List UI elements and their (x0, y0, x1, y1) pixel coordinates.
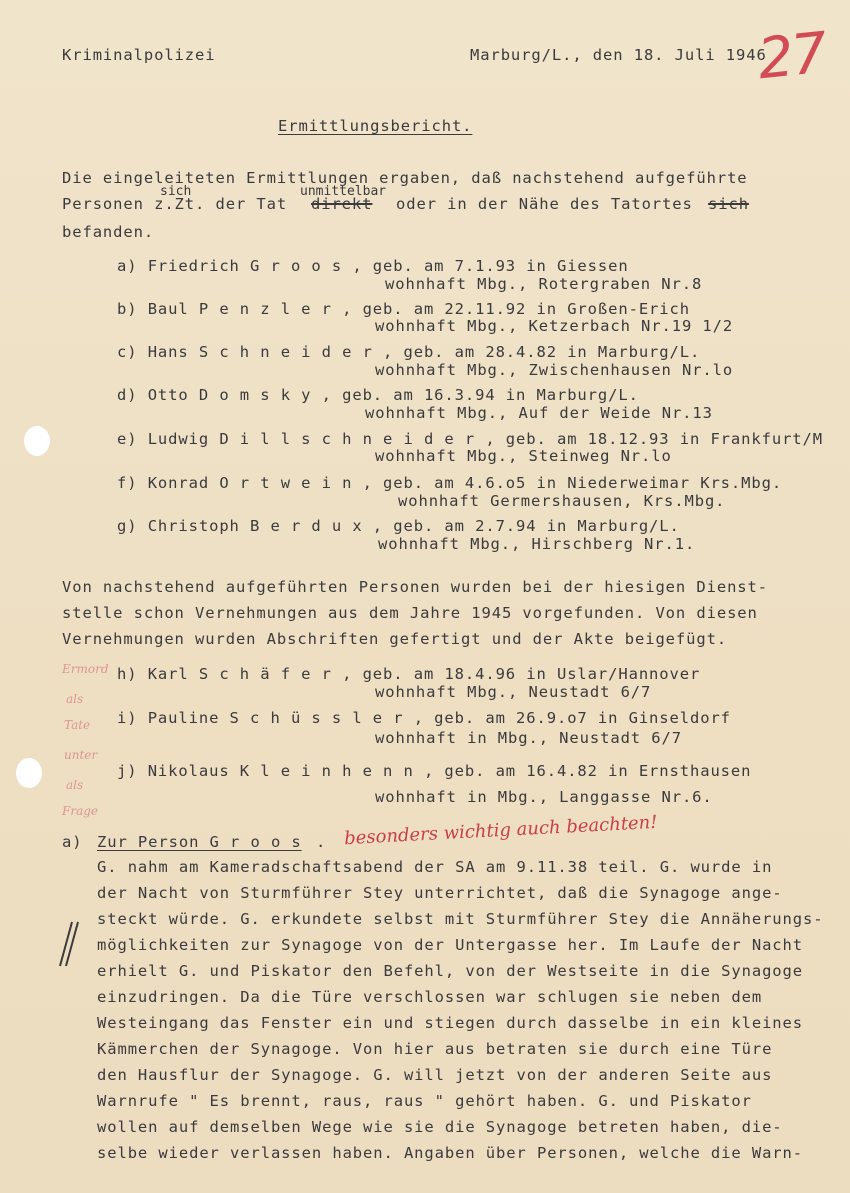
intro-line-2-mid: oder in der Nähe des Tatortes (396, 195, 693, 213)
section-a-text-line: einzudringen. Da die Türe verschlossen war schlugen sie neben dem (97, 988, 763, 1006)
page-title: Ermittlungsbericht. (278, 117, 473, 135)
margin-note: Frage (62, 804, 98, 818)
intro-line-3: befanden. (62, 223, 155, 241)
person-b-line-2: wohnhaft Mbg., Ketzerbach Nr.19 1/2 (375, 317, 734, 335)
person-b-line-1: b) Baul P e n z l e r , geb. am 22.11.92 in Großen-Erich (117, 300, 690, 318)
person-d-line-1: d) Otto D o m s k y , geb. am 16.3.94 in Marburg/L. (117, 386, 639, 404)
person-h-line-2: wohnhaft Mbg., Neustadt 6/7 (375, 683, 652, 701)
person-j-line-1: j) Nikolaus K l e i n h e n n , geb. am 16.4.82 in Ernsthausen (117, 762, 752, 780)
intro-line-1: Die eingeleiteten Ermittlungen ergaben, daß nachstehend aufgeführte (62, 169, 748, 187)
person-c-line-2: wohnhaft Mbg., Zwischenhausen Nr.lo (375, 361, 734, 379)
section2-line-3: Vernehmungen wurden Abschriften gefertigt und der Akte beigefügt. (62, 630, 728, 648)
person-f-line-2: wohnhaft Germershausen, Krs.Mbg. (398, 492, 726, 510)
section-a-text-line: G. nahm am Kameradschaftsabend der SA am 9.11.38 teil. G. wurde in (97, 858, 773, 876)
margin-note: als (66, 778, 84, 792)
margin-note: als (66, 692, 84, 706)
section-a-prefix: a) (62, 833, 83, 851)
person-i-line-2: wohnhaft in Mbg., Neustadt 6/7 (375, 729, 682, 747)
section-a-heading: Zur Person G r o o s (97, 833, 302, 851)
punch-hole (16, 758, 42, 788)
place-date: Marburg/L., den 18. Juli 1946 (470, 46, 767, 64)
struck-word: direkt (311, 195, 373, 213)
intro-line-2-start: Personen z.Zt. der Tat (62, 195, 288, 213)
section-a-heading-dot: . (316, 833, 327, 851)
section2-line-2: stelle schon Vernehmungen aus dem Jahre 1945 vorgefunden. Von diesen (62, 604, 758, 622)
person-i-line-1: i) Pauline S c h ü s s l e r , geb. am 26.9.o7 in Ginseldorf (117, 709, 731, 727)
margin-note: Ermord (62, 662, 109, 676)
section-a-text-line: der Nacht von Sturmführer Stey unterrichtet, daß die Synagoge ange- (97, 884, 783, 902)
person-g-line-2: wohnhaft Mbg., Hirschberg Nr.1. (378, 535, 696, 553)
section2-line-1: Von nachstehend aufgeführten Personen wurden bei der hiesigen Dienst- (62, 578, 768, 596)
handwritten-annotation: besonders wichtig auch beachten! (343, 811, 659, 850)
person-c-line-1: c) Hans S c h n e i d e r , geb. am 28.4.82 in Marburg/L. (117, 343, 701, 361)
section-a-text-line: Kämmerchen der Synagoge. Von hier aus betraten sie durch eine Türe (97, 1040, 773, 1058)
person-j-line-2: wohnhaft in Mbg., Langgasse Nr.6. (375, 788, 713, 806)
person-h-line-1: h) Karl S c h ä f e r , geb. am 18.4.96 in Uslar/Hannover (117, 665, 701, 683)
section-a-text-line: Warnrufe " Es brennt, raus, raus " gehört haben. G. und Piskator (97, 1092, 752, 1110)
page-number: 27 (754, 20, 829, 93)
section-a-text-line: erhielt G. und Piskator den Befehl, von der Westseite in die Synagoge (97, 962, 803, 980)
section-a-text-line: selbe wieder verlassen haben. Angaben über Personen, welche die Warn- (97, 1144, 803, 1162)
struck-word: sich (708, 195, 749, 213)
person-f-line-1: f) Konrad O r t w e i n , geb. am 4.6.o5 in Niederweimar Krs.Mbg. (117, 474, 783, 492)
person-e-line-1: e) Ludwig D i l l s c h n e i d e r , geb. am 18.12.93 in Frankfurt/M (117, 430, 823, 448)
insert-unmittelbar: unmittelbar (300, 184, 387, 199)
section-a-text-line: Westeingang das Fenster ein und stiegen durch dasselbe in ein kleines (97, 1014, 803, 1032)
section-a-text-line: wollen auf demselben Wege wie sie die Synagoge betreten haben, die- (97, 1118, 783, 1136)
person-g-line-1: g) Christoph B e r d u x , geb. am 2.7.94 in Marburg/L. (117, 517, 680, 535)
person-e-line-2: wohnhaft Mbg., Steinweg Nr.lo (375, 447, 672, 465)
office-header: Kriminalpolizei (62, 46, 216, 64)
section-a-text-line: möglichkeiten zur Synagoge von der Untergasse her. Im Laufe der Nacht (97, 936, 803, 954)
margin-mark-icon (56, 920, 80, 968)
margin-note: Tate (64, 718, 91, 732)
section-a-text-line: steckt würde. G. erkundete selbst mit Sturmführer Stey die Annäherungs- (97, 910, 824, 928)
insert-sich: sich (160, 184, 192, 199)
person-a-line-1: a) Friedrich G r o o s , geb. am 7.1.93 in Giessen (117, 257, 629, 275)
punch-hole (24, 426, 50, 456)
margin-note: unter (64, 748, 98, 762)
section-a-text-line: den Hausflur der Synagoge. G. will jetzt von der anderen Seite aus (97, 1066, 773, 1084)
person-d-line-2: wohnhaft Mbg., Auf der Weide Nr.13 (365, 404, 713, 422)
person-a-line-2: wohnhaft Mbg., Rotergraben Nr.8 (385, 275, 703, 293)
